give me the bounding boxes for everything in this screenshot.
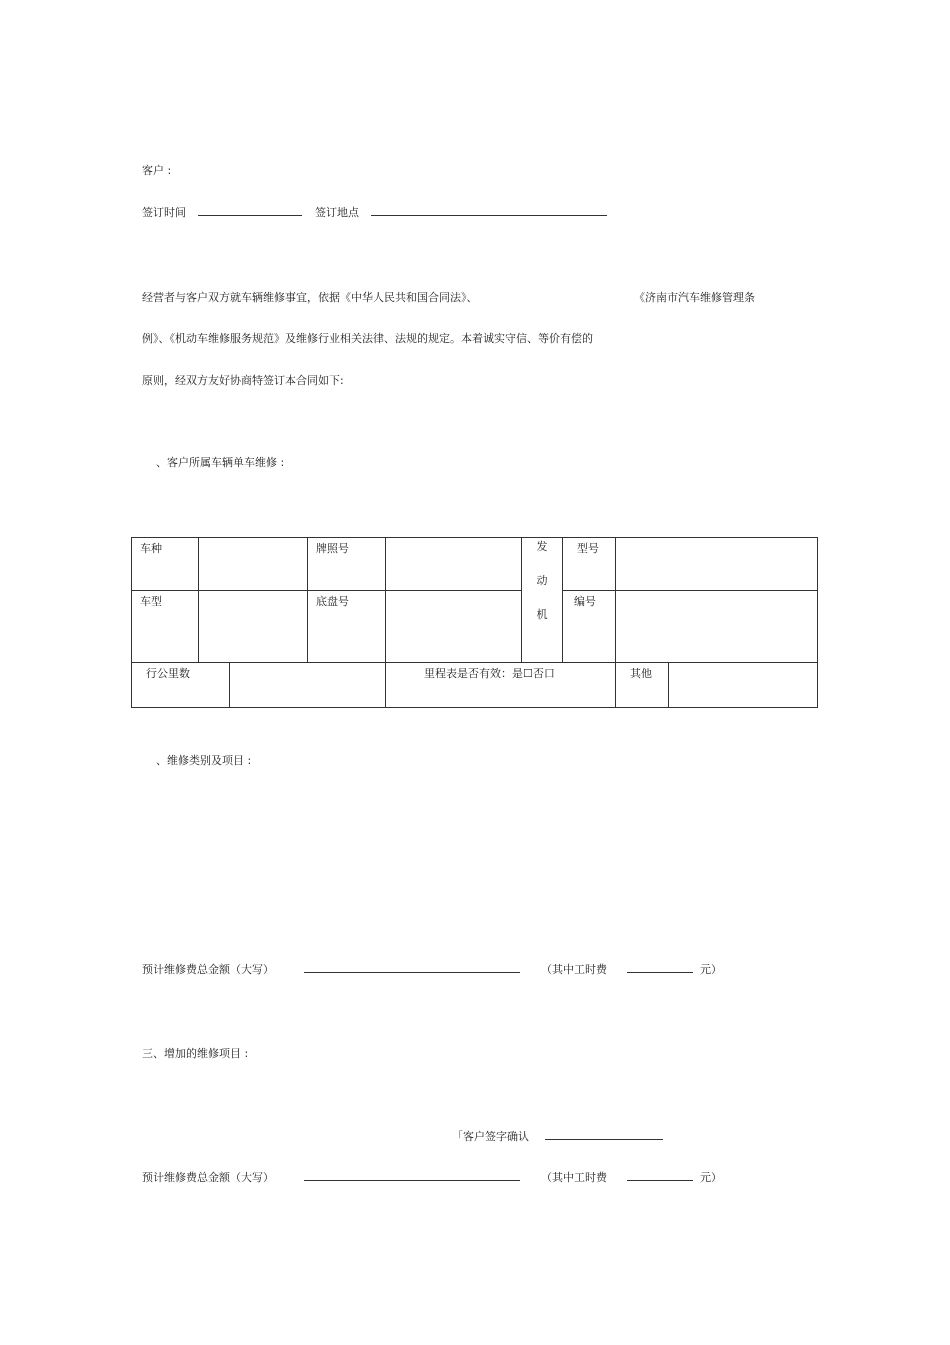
sign-time-label: 签订时间 (142, 206, 186, 219)
labor-cost-field-2[interactable] (627, 1170, 693, 1181)
cost-row-1 (142, 961, 722, 977)
car-kind-value[interactable] (199, 538, 308, 591)
labor-cost-label-2: （其中工时费 (541, 1171, 607, 1184)
sign-place-field[interactable] (371, 205, 607, 216)
yuan-label-2: 元） (700, 1171, 722, 1184)
intro-line-1b: 《济南市汽车维修管理条 (634, 291, 755, 304)
total-cost-label-2: 预计维修费总金额（大写） (142, 1171, 274, 1184)
signature-row (452, 1128, 663, 1144)
labor-cost-field[interactable] (627, 962, 693, 973)
engine-label (522, 538, 563, 663)
cost-row-2 (142, 1169, 722, 1185)
sign-time-row (142, 204, 607, 220)
car-type-value[interactable] (199, 591, 308, 663)
labor-cost-label: （其中工时费 (541, 963, 607, 976)
car-type-label: 车型 (132, 591, 199, 663)
sign-time-field[interactable] (198, 205, 302, 216)
plate-no-label: 牌照号 (308, 538, 386, 591)
engine-char-3: 机 (536, 608, 548, 621)
other-label: 其他 (616, 663, 669, 708)
odometer-valid-field[interactable]: 里程表是否有效：是☐否口 (386, 663, 616, 708)
chassis-no-label: 底盘号 (308, 591, 386, 663)
mileage-label: 行公里数 (132, 663, 230, 708)
car-kind-label: 车种 (132, 538, 199, 591)
total-cost-label: 预计维修费总金额（大写） (142, 963, 274, 976)
intro-line-1a: 经营者与客户双方就车辆维修事宜，依据《中华人民共和国合同法》、 (142, 291, 478, 304)
section1-title: 、客户所属车辆单车维修 : (156, 456, 285, 469)
serial-no-label: 编号 (563, 591, 616, 663)
customer-label: 客户 : (142, 164, 172, 177)
engine-char-1: 发 (536, 540, 548, 553)
intro-line-3: 原则，经双方友好协商特签订本合同如下: (142, 374, 344, 387)
model-no-label: 型号 (563, 538, 616, 591)
other-value[interactable] (669, 663, 818, 708)
signature-field[interactable] (545, 1129, 663, 1140)
section3-title: 三、增加的维修项目 : (142, 1047, 249, 1060)
vehicle-info-table (131, 537, 818, 708)
engine-char-2: 动 (536, 574, 548, 587)
model-no-value[interactable] (616, 538, 818, 591)
mileage-value[interactable] (230, 663, 386, 708)
chassis-no-value[interactable] (386, 591, 522, 663)
total-cost-field[interactable] (304, 962, 520, 973)
sign-place-label: 签订地点 (315, 206, 359, 219)
plate-no-value[interactable] (386, 538, 522, 591)
section2-title: 、维修类别及项目 : (156, 754, 252, 767)
intro-line-2: 例》、《机动车维修服务规范》及维修行业相关法律、法规的规定。本着诚实守信、等价有偿的 (142, 332, 593, 345)
yuan-label: 元） (700, 963, 722, 976)
total-cost-field-2[interactable] (304, 1170, 520, 1181)
serial-no-value[interactable] (616, 591, 818, 663)
signature-label: 「客户签字确认 (452, 1130, 529, 1143)
